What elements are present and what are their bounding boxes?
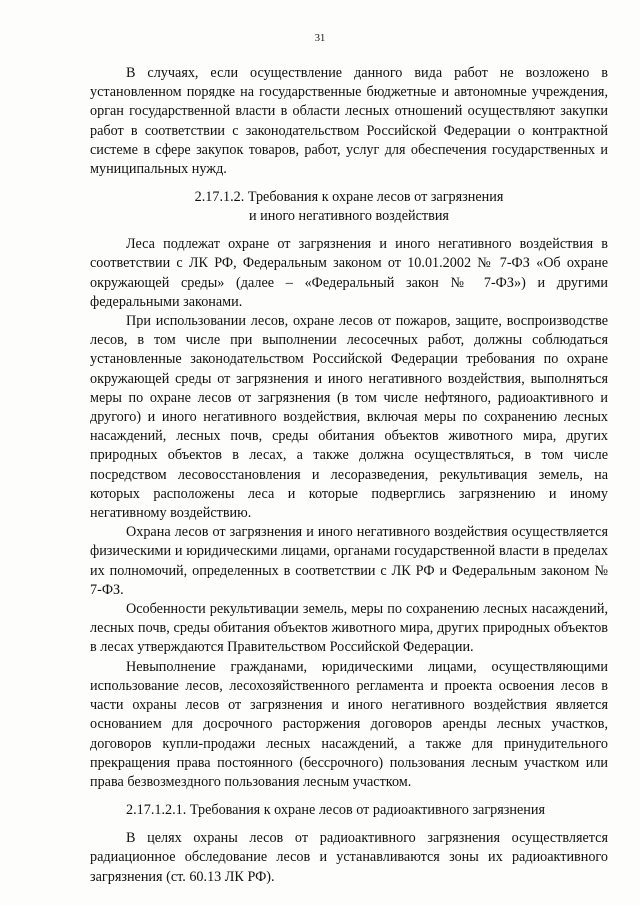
paragraph: Особенности рекультивации земель, меры по сохранению лесных насаждений, лесных почв, среды обитания объектов животного мира, других природных объектов в лесах утверждаются Правительством Российской Федерации. <box>90 601 608 656</box>
page-content <box>90 64 608 887</box>
paragraph: Леса подлежат охране от загрязнения и иного негативного воздействия в соответствии с ЛК РФ, Федеральным законом от 10.01.2002 № 7-ФЗ «Об охране окружающей среды» (далее – «Федеральный закон № 7-ФЗ») и другими федеральными законами. <box>90 236 608 310</box>
paragraph: В целях охраны лесов от радиоактивного загрязнения осуществляется радиационное обследование лесов и устанавливаются зоны их радиоактивного загрязнения (ст. 60.13 ЛК РФ). <box>90 830 608 885</box>
paragraph: В случаях, если осуществление данного вида работ не возложено в установленном порядке на государственные бюджетные и автономные учреждения, орган государственной власти в области лесных отношений осуществляют закупки работ в соответствии с законодательством Российской Федерации о контрактной системе в сфере закупок товаров, работ, услуг для обеспечения государственных и муниципальных нужд. <box>90 65 608 178</box>
section-title-line2: и иного негативного воздействия <box>249 208 449 225</box>
page-number: 31 <box>314 33 326 44</box>
subsection-title: 2.17.1.2.1. Требования к охране лесов от радиоактивного загрязнения <box>126 802 545 819</box>
paragraph: Невыполнение гражданами, юридическими лицами, осуществляющими использование лесов, лесохозяйственного регламента и проекта освоения лесов в части охраны лесов от загрязнения и иного негативного воздействия является основанием для досрочного расторжения договоров аренды лесных участков, договоров купли-продажи лесных насаждений, а также для принудительного прекращения права постоянного (бессрочного) пользования лесным участком или права безвозмездного пользования лесным участком. <box>90 658 608 790</box>
section-title-line1: 2.17.1.2. Требования к охране лесов от загрязнения <box>194 189 504 206</box>
paragraph: При использовании лесов, охране лесов от пожаров, защите, воспроизводстве лесов, в том числе при выполнении лесосечных работ, должны соблюдаться установленные законодательством Российской Федерации требования по охране окружающей среды от загрязнения и иного негативного воздействия, выполняться меры по охране лесов от загрязнения (в том числе нефтяного, радиоактивного и другого) и иного негативного воздействия, включая меры по сохранению лесных насаждений, лесных почв, среды обитания объектов животного мира, других природных объектов в лесах, а также должна осуществляться, в том числе посредством лесовосстановления и лесоразведения, рекультивация земель, на которых расположены леса и которые подверглись загрязнению и иному негативному воздействию. <box>90 313 608 522</box>
paragraph: Охрана лесов от загрязнения и иного негативного воздействия осуществляется физическими и юридическими лицами, органами государственной власти в пределах их полномочий, определенных в соответствии с ЛК РФ и Федеральным законом № 7-ФЗ. <box>90 524 608 598</box>
